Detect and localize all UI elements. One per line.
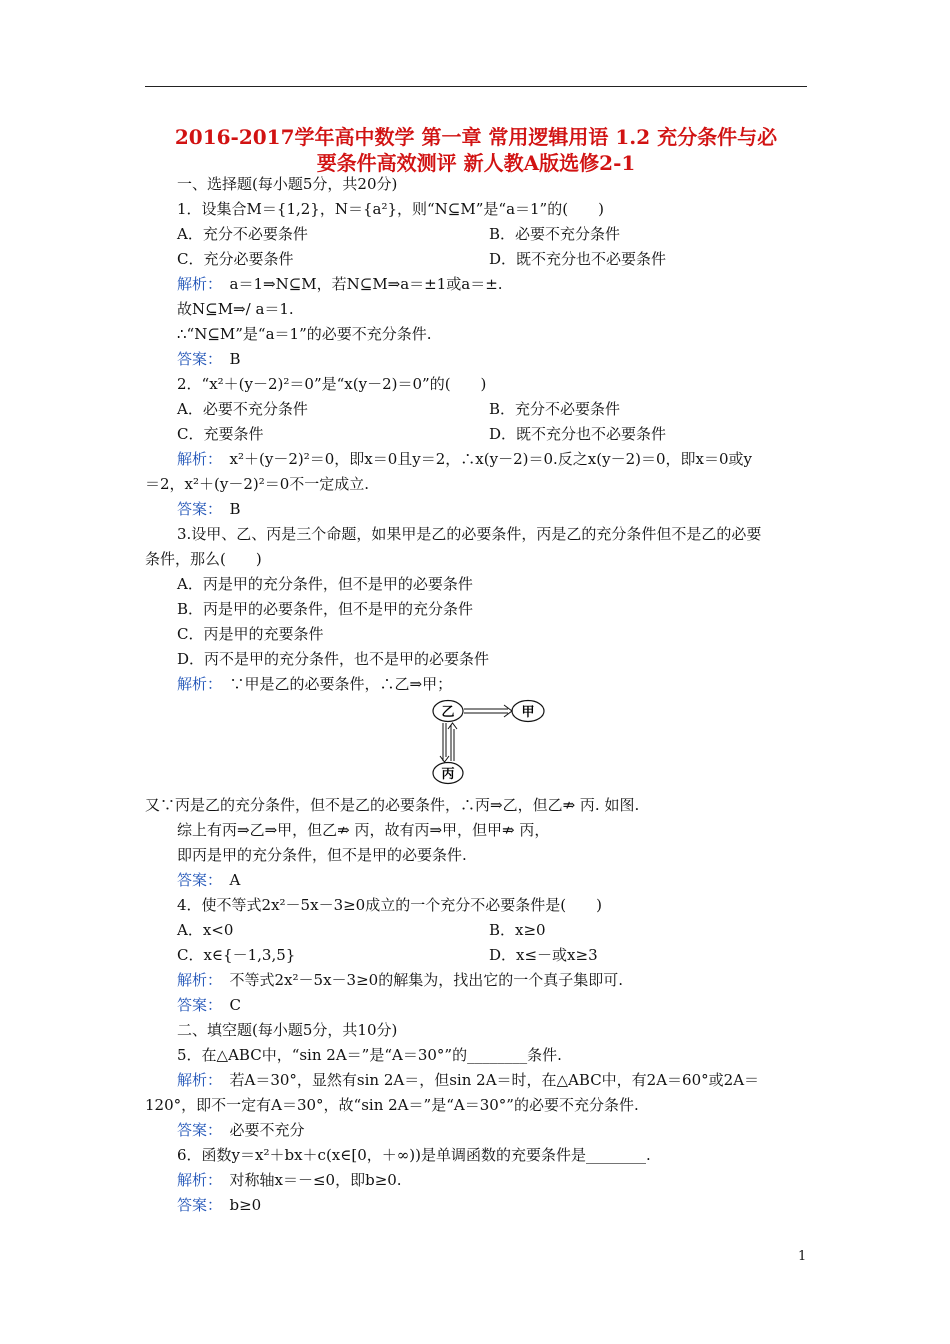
- node-bing-label: 丙: [441, 767, 455, 782]
- question-2-options-cd: [145, 422, 807, 447]
- question-1-options-cd: [145, 247, 807, 272]
- answer-label: 答案：: [177, 871, 215, 889]
- solution-text: ∵甲是乙的必要条件，∴乙⇒甲；: [214, 675, 453, 693]
- arrow-yi-to-bing: [440, 723, 449, 762]
- question-1-options-ab: [145, 222, 807, 247]
- answer-text: b≥0: [214, 1196, 262, 1214]
- answer-label: 答案：: [177, 1196, 215, 1214]
- node-jia-label: 甲: [521, 705, 535, 720]
- answer-label: 答案：: [177, 500, 215, 518]
- option-d: D．丙不是甲的充分条件，也不是甲的必要条件: [177, 650, 490, 668]
- question-4-options-ab: [145, 918, 807, 943]
- question-5-solution: [145, 1068, 807, 1093]
- option-d: D．x≤－或x≥3: [489, 946, 598, 964]
- solution-label: 解析：: [177, 675, 215, 693]
- arrow-bing-to-yi: [448, 723, 457, 761]
- title-line-2: 要条件高效测评 新人教A版选修2-1: [316, 151, 636, 175]
- solution-label: 解析：: [177, 1071, 215, 1089]
- solution-text: ＝2，x²＋(y－2)²＝0不一定成立.: [145, 475, 370, 493]
- solution-text: 综上有丙⇒乙⇒甲，但乙⇏ 丙，故有丙⇒甲，但甲⇏ 丙，: [177, 821, 550, 839]
- option-c: C．丙是甲的充要条件: [177, 625, 324, 643]
- question-5-stem: 5．在△ABC中，“sin 2A＝”是“A＝30°”的________条件.: [177, 1046, 562, 1064]
- question-2-options-ab: [145, 397, 807, 422]
- option-c: C．充要条件: [177, 425, 264, 443]
- node-yi-label: 乙: [441, 705, 455, 720]
- question-6-stem: 6．函数y＝x²＋bx＋c(x∈[0，＋∞))是单调函数的充要条件是________.: [177, 1146, 651, 1164]
- question-6-solution: [145, 1168, 807, 1193]
- solution-text: a＝1⇒N⊆M，若N⊆M⇒a＝±1或a＝±.: [214, 275, 503, 293]
- option-b: B．x≥0: [489, 921, 546, 939]
- question-2-answer: [145, 497, 807, 522]
- document-title: [145, 124, 807, 176]
- answer-text: B: [214, 350, 241, 368]
- question-3-solution: [145, 672, 807, 697]
- question-1-stem: 1．设集合M＝{1,2}，N＝{a²}，则“N⊆M”是“a＝1”的( ): [177, 200, 604, 218]
- option-d: D．既不充分也不必要条件: [489, 250, 667, 268]
- header-rule: [145, 86, 807, 87]
- solution-text: 若A＝30°，显然有sin 2A＝，但sin 2A＝时，在△ABC中，有2A＝60°或2A＝: [214, 1071, 760, 1089]
- arrow-yi-to-jia: [464, 705, 512, 717]
- option-b: B．充分不必要条件: [489, 400, 621, 418]
- implication-diagram-svg: [432, 699, 552, 787]
- option-c: C．充分必要条件: [177, 250, 294, 268]
- option-d: D．既不充分也不必要条件: [489, 425, 667, 443]
- answer-label: 答案：: [177, 350, 215, 368]
- solution-text: 不等式2x²－5x－3≥0的解集为，找出它的一个真子集即可.: [214, 971, 623, 989]
- option-a: A．丙是甲的充分条件，但不是甲的必要条件: [177, 575, 473, 593]
- option-b: B．必要不充分条件: [489, 225, 621, 243]
- solution-text: ∴“N⊆M”是“a＝1”的必要不充分条件.: [177, 325, 432, 343]
- question-4-options-cd: [145, 943, 807, 968]
- section-heading: 一、选择题(每小题5分，共20分): [177, 175, 398, 193]
- option-c: C．x∈{－1,3,5}: [177, 946, 296, 964]
- question-1-answer: [145, 347, 807, 372]
- solution-text: 又∵丙是乙的充分条件，但不是乙的必要条件，∴丙⇒乙，但乙⇏ 丙. 如图.: [145, 796, 640, 814]
- option-b: B．丙是甲的必要条件，但不是甲的充分条件: [177, 600, 474, 618]
- solution-label: 解析：: [177, 1171, 215, 1189]
- solution-text: 故N⊆M⇒/ a＝1.: [177, 300, 294, 318]
- question-6-answer: [145, 1193, 807, 1218]
- question-2-stem: 2．“x²＋(y－2)²＝0”是“x(y－2)＝0”的( ): [177, 375, 487, 393]
- option-a: A．x<0: [177, 921, 234, 939]
- answer-text: A: [214, 871, 241, 889]
- question-1-solution: [145, 272, 807, 297]
- solution-label: 解析：: [177, 971, 215, 989]
- question-2-solution: [145, 447, 807, 472]
- solution-label: 解析：: [177, 275, 215, 293]
- solution-text: 120°，即不一定有A＝30°，故“sin 2A＝”是“A＝30°”的必要不充分条件.: [145, 1096, 639, 1114]
- answer-text: B: [214, 500, 241, 518]
- implication-diagram: [145, 697, 807, 793]
- question-5-answer: [145, 1118, 807, 1143]
- question-4-answer: [145, 993, 807, 1018]
- solution-text: 即丙是甲的充分条件，但不是甲的必要条件.: [177, 846, 467, 864]
- section-heading: 二、填空题(每小题5分，共10分): [177, 1021, 398, 1039]
- question-4-solution: [145, 968, 807, 993]
- option-a: A．充分不必要条件: [177, 225, 308, 243]
- page-number: 1: [798, 1249, 807, 1264]
- question-3-answer: [145, 868, 807, 893]
- solution-text: x²＋(y－2)²＝0，即x＝0且y＝2，∴x(y－2)＝0.反之x(y－2)＝0，即x＝0或y: [214, 450, 752, 468]
- option-a: A．必要不充分条件: [177, 400, 308, 418]
- title-line-1: 2016-2017学年高中数学 第一章 常用逻辑用语 1.2 充分条件与必: [174, 125, 778, 149]
- question-3-stem: 3.设甲、乙、丙是三个命题，如果甲是乙的必要条件，丙是乙的充分条件但不是乙的必要: [177, 525, 762, 543]
- answer-text: 必要不充分: [214, 1121, 305, 1139]
- answer-text: C: [214, 996, 241, 1014]
- answer-label: 答案：: [177, 996, 215, 1014]
- solution-text: 对称轴x＝－≤0，即b≥0.: [214, 1171, 402, 1189]
- question-4-stem: 4．使不等式2x²－5x－3≥0成立的一个充分不必要条件是( ): [177, 896, 602, 914]
- answer-label: 答案：: [177, 1121, 215, 1139]
- document-body: [145, 172, 807, 1218]
- question-3-stem-cont: 条件，那么( ): [145, 550, 262, 568]
- solution-label: 解析：: [177, 450, 215, 468]
